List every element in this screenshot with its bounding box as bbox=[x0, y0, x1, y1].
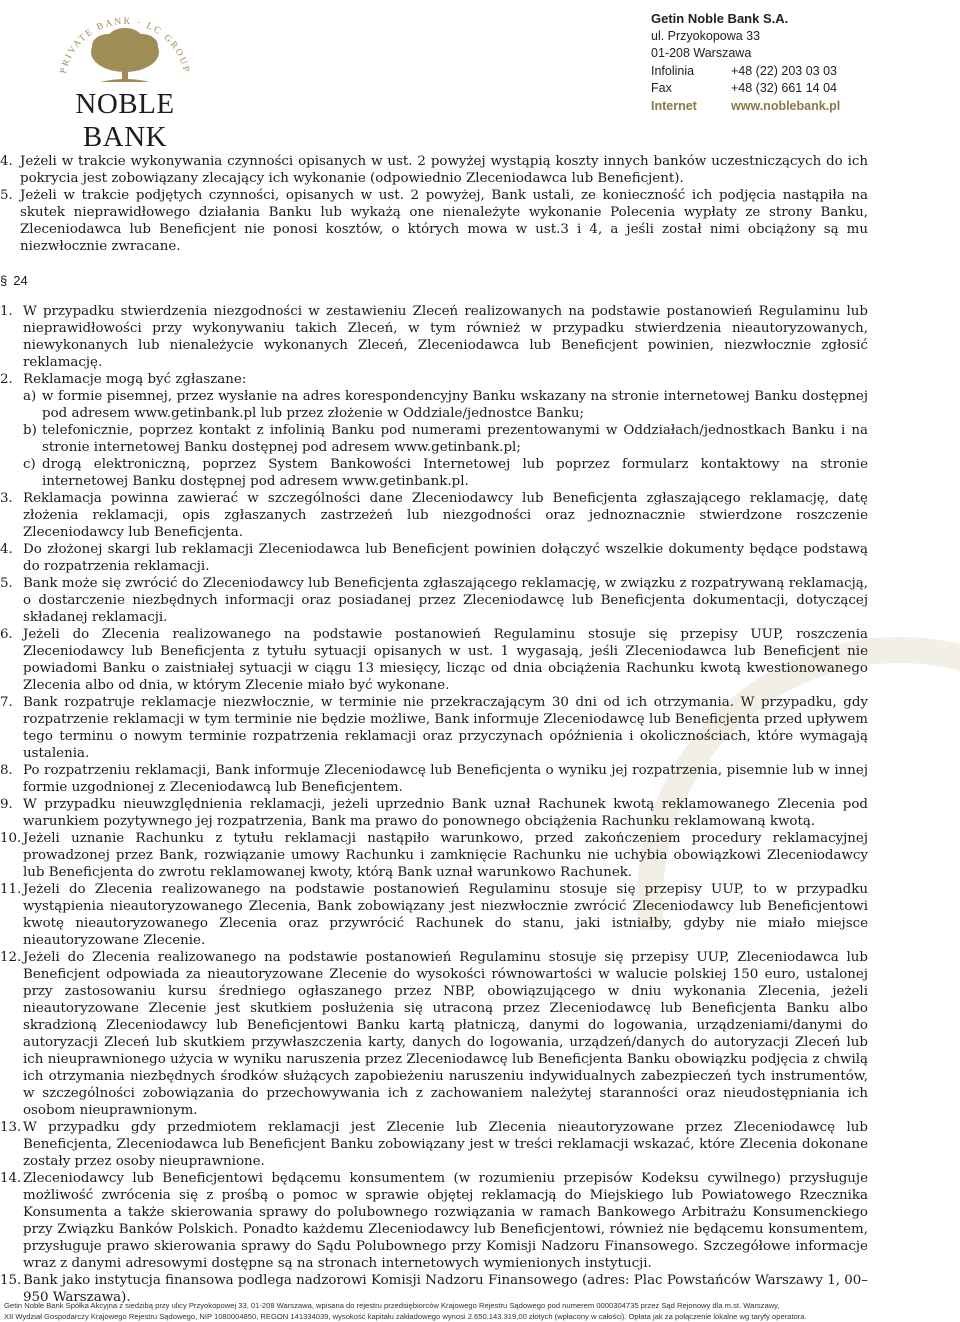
sub-item-letter: b) bbox=[23, 423, 37, 438]
item-number: 6. bbox=[0, 627, 13, 642]
item-text: Jeżeli do Zlecenia realizowanego na podstawie postanowień Regulaminu stosuje się przepisy UUP, to w przypadku wystąpienia nieautoryzowanego Zlecenia, Bank zobowiązany jest niezwłocznie zwrócić Zleceniodawcy lub Beneficjentowi kwotę nieautoryzowanego Zlecenia oraz przywrócić Rachunek do stanu, jaki istniałby, gdyby nie miało miejsce nieautoryzowane Zlecenie. bbox=[23, 882, 868, 948]
contact-row-phone bbox=[651, 63, 931, 81]
document-body bbox=[0, 153, 960, 1306]
item-number: 12. bbox=[0, 950, 22, 965]
footer-line-2: XII Wydział Gospodarczy Krajowego Rejestru Sądowego, NIP 1080004850, REGON 141334039, wysokość kapitału zakładowego wynosi 2.650.143.319,00 złotych (wpłacony w całości). Opłata jak za połączenie lokalne wg taryfy operatora. bbox=[4, 1312, 807, 1321]
sub-item-text: w formie pisemnej, przez wysłanie na adres korespondencyjny Banku wskazany na stronie internetowej Banku dostępnej pod adresem www.getinbank.pl lub przez złożenie w Oddziale/jednostce Banku; bbox=[42, 389, 868, 421]
item-number: 10. bbox=[0, 831, 22, 846]
city-address: 01-208 Warszawa bbox=[651, 46, 752, 60]
list-item bbox=[0, 153, 960, 187]
internet-label: Internet bbox=[651, 98, 697, 113]
list-item bbox=[0, 1119, 960, 1170]
item-text: Jeżeli uznanie Rachunku z tytułu reklamacji nastąpiło warunkowo, przed zakończeniem procedury reklamacyjnej prowadzonej przez Bank, rozwiązanie umowy Rachunku i zamknięcie Rachunku nie uchybia obowiązkowi Zleceniodawcy lub Beneficjenta do zwrotu reklamowanej kwoty, którą Bank uznał warunkowo Rachunek. bbox=[23, 831, 868, 880]
footer-line-1: Getin Noble Bank Spółka Akcyjna z siedzibą przy ulicy Przyokopowej 33, 01-208 Warszawa, wpisana do rejestru przedsiębiorców Krajowego Rejestru Sądowego pod numerem 0000304735 przez Sąd Rejonowy dla m.st. Warszawy, bbox=[4, 1301, 780, 1310]
sub-item bbox=[0, 422, 960, 456]
sub-item-text: telefonicznie, poprzez kontakt z infolinią Banku pod numerami prezentowanymi w Oddziałach/jednostkach Banku i na stronie internetowej Banku dostępnej pod adresem www.getinbank.pl; bbox=[42, 423, 868, 455]
item-text: Jeżeli do Zlecenia realizowanego na podstawie postanowień Regulaminu stosuje się przepisy UUP, roszczenia Zleceniodawcy lub Beneficjenta z tytułu sytuacji opisanych w ust. 1 wygasają, jeśli Zleceniodawca lub Beneficjent nie powiadomi Banku o zaistniałej sytuacji w ciągu 13 miesięcy, licząc od dnia obciążenia Rachunku kwotą kwestionowanego Zlecenia albo od dnia, w którym Zlecenie miało być wykonane. bbox=[23, 627, 868, 693]
item-number: 5. bbox=[0, 188, 13, 203]
item-text: Jeżeli do Zlecenia realizowanego na podstawie postanowień Regulaminu stosuje się przepisy UUP, Zleceniodawca lub Beneficjent odpowiada za nieautoryzowane Zlecenie do wysokości równowartości w walucie polskiej 150 euro, ustalonej przy zastosowaniu kursu średniego ogłaszanego przez NBP, obowiązującego w dniu wykonania Zlecenia, jeżeli nieautoryzowane Zlecenie jest skutkiem posłużenia się utraconą przez Zleceniodawcę lub Beneficjenta Banku albo skradzioną Zleceniodawcy lub Beneficjentowi Banku kartą płatniczą, danymi do logowania, urządzeniami/danymi do autoryzacji Zleceń lub skutkiem przywłaszczenia karty, danych do logowania, urządzeń/danych do autoryzacji Zleceń lub ich nieuprawnionego użycia w wyniku naruszenia przez Zleceniodawcę lub Beneficjenta Banku obowiązku podjęcia z chwilą ich otrzymania niezbędnych środków służących zapobieżeniu naruszeniu indywidualnych zabezpieczeń tych instrumentów, w szczególności zobowiązania do przechowywania ich z zachowaniem należytej staranności oraz nieudostępniania ich osobom nieuprawnionym. bbox=[23, 950, 868, 1118]
sub-item-text: drogą elektroniczną, poprzez System Bankowości Internetowej lub poprzez formularz kontaktowy na stronie internetowej Banku dostępnej pod adresem www.getinbank.pl. bbox=[42, 457, 868, 489]
fax-label: Fax bbox=[651, 81, 672, 95]
logo-wordmark: NOBLE BANK bbox=[75, 88, 175, 153]
noble-bank-logo bbox=[30, 6, 220, 153]
item-number: 2. bbox=[0, 372, 13, 387]
sub-item bbox=[0, 388, 960, 422]
contact-row-fax bbox=[651, 80, 931, 98]
item-number: 14. bbox=[0, 1171, 22, 1186]
items-top bbox=[0, 153, 960, 255]
sub-item bbox=[0, 456, 960, 490]
list-item bbox=[0, 541, 960, 575]
item-number: 4. bbox=[0, 154, 13, 169]
company-name: Getin Noble Bank S.A. bbox=[651, 11, 789, 26]
item-text: Po rozpatrzeniu reklamacji, Bank informuje Zleceniodawcę lub Beneficjenta o wyniku jej rozpatrzenia, pisemnie lub w innej formie uzgodnionej z Zleceniodawcą lub Beneficjentem. bbox=[23, 763, 868, 795]
list-item bbox=[0, 949, 960, 1119]
item-text: Reklamacja powinna zawierać w szczególności dane Zleceniodawcy lub Beneficjenta zgłaszającego reklamację, datę złożenia reklamacji, opis zgłaszanych zastrzeżeń lub niezgodności oraz jednoznacznie stwierdzone roszczenie Zleceniodawcy lub Beneficjenta. bbox=[23, 491, 868, 540]
list-item bbox=[0, 796, 960, 830]
item-number: 8. bbox=[0, 763, 13, 778]
item-text: W przypadku nieuwzględnienia reklamacji, jeżeli uprzednio Bank uznał Rachunek kwotą reklamowanego Zlecenia pod warunkiem pozytywnego jej rozpatrzenia, Bank ma prawo do ponownego obciążenia Rachunku reklamowaną kwotą. bbox=[23, 797, 868, 829]
phone-value: +48 (22) 203 03 03 bbox=[731, 63, 837, 78]
item-number: 9. bbox=[0, 797, 13, 812]
section-heading bbox=[0, 272, 960, 289]
website-link[interactable]: www.noblebank.pl bbox=[731, 98, 841, 113]
item-number: 3. bbox=[0, 491, 13, 506]
item-number: 4. bbox=[0, 542, 13, 557]
item-number: 11. bbox=[0, 882, 22, 897]
list-item bbox=[0, 575, 960, 626]
contact-row-internet bbox=[651, 98, 931, 116]
list-item bbox=[0, 490, 960, 541]
item-number: 13. bbox=[0, 1120, 22, 1135]
item-text: Reklamacje mogą być zgłaszane: bbox=[23, 372, 247, 387]
item-text: Bank jako instytucja finansowa podlega nadzorowi Komisji Nadzoru Finansowego (adres: Plac Powstańców Warszawy 1, 00–950 Warszawa). bbox=[23, 1273, 868, 1305]
sub-item-letter: c) bbox=[23, 457, 36, 472]
list-item bbox=[0, 762, 960, 796]
list-item bbox=[0, 881, 960, 949]
legal-footer bbox=[4, 1300, 956, 1322]
svg-text:PRIVATE BANK · LC GROUP: PRIVATE BANK · LC GROUP bbox=[58, 16, 192, 75]
tree-logo-icon bbox=[30, 6, 220, 90]
item-text: W przypadku gdy przedmiotem reklamacji jest Zlecenie lub Zlecenia nieautoryzowane przez Zleceniodawcę lub Beneficjenta, Zleceniodawca lub Beneficjent Banku zobowiązany jest w treści reklamacji wskazać, które Zlecenia dokonane zostały przez osoby nieuprawnione. bbox=[23, 1120, 868, 1169]
list-item bbox=[0, 626, 960, 694]
list-item bbox=[0, 1170, 960, 1272]
item-text: Do złożonej skargi lub reklamacji Zleceniodawca lub Beneficjent powinien dołączyć wszelkie dokumenty będące podstawą do rozpatrzenia reklamacji. bbox=[23, 542, 868, 574]
contact-block bbox=[651, 10, 931, 115]
item-number: 1. bbox=[0, 304, 13, 319]
item-number: 5. bbox=[0, 576, 13, 591]
item-text: Jeżeli w trakcie podjętych czynności, opisanych w ust. 2 powyżej, Bank ustali, ze konieczność ich podjęcia nastąpiła na skutek nieprawidłowego działania Banku lub wykażą one nienależyte wykonanie Polecenia wypłaty ze strony Banku, Zleceniodawca lub Beneficjent nie ponosi kosztów, o których mowa w ust.3 i 4, a jeśli został nimi obciążony są mu niezwłocznie zwracane. bbox=[20, 188, 868, 254]
phone-label: Infolinia bbox=[651, 63, 695, 78]
item-text: W przypadku stwierdzenia niezgodności w zestawieniu Zleceń realizowanych na podstawie postanowień Regulaminu lub nieprawidłowości przy wykonywaniu takich Zleceń, w tym również w przypadku stwierdzenia nieautoryzowanych, niewykonanych lub nienależycie wykonanych Zleceń, Zleceniodawca lub Beneficjent powinien, niezwłocznie zgłosić reklamację. bbox=[23, 304, 868, 370]
fax-value: +48 (32) 661 14 04 bbox=[731, 81, 837, 95]
street-address: ul. Przyokopowa 33 bbox=[651, 28, 761, 43]
item-text: Bank rozpatruje reklamacje niezwłocznie, w terminie nie przekraczającym 30 dni od ich otrzymania. W przypadku, gdy rozpatrzenie reklamacji w tym terminie nie będzie możliwe, Bank informuje Zleceniodawcę lub Beneficjenta przed upływem tego terminu o nowym terminie rozpatrzenia reklamacji oraz przyczynach opóźnienia i okolicznościach, które wymagają ustalenia. bbox=[23, 695, 868, 761]
item-text: Zleceniodawcy lub Beneficjentowi będącemu konsumentem (w rozumieniu przepisów Kodeksu cywilnego) przysługuje możliwość zwrócenia się z prośbą o pomoc w sprawie objętej reklamacją do Miejskiego lub Powiatowego Rzecznika Konsumenta a także skierowania sprawy do polubownego rozwiązania w ramach Bankowego Arbitrażu Konsumenckiego przy Związku Banków Polskich. Ponadto każdemu Zleceniodawcy lub Beneficjentowi, również nie będącemu konsumentem, przysługuje prawo skierowania sprawy do Sądu Polubownego przy Komisji Nadzoru Finansowego. Szczegółowe informacje wraz z danymi adresowymi dostępne są na stronach internetowych wymienionych instytucji. bbox=[23, 1171, 868, 1271]
sub-item-letter: a) bbox=[23, 389, 37, 404]
item-number: 7. bbox=[0, 695, 13, 710]
section-number: 24 bbox=[13, 273, 28, 288]
list-item bbox=[0, 830, 960, 881]
item-text: Jeżeli w trakcie wykonywania czynności opisanych w ust. 2 powyżej wystąpią koszty innych banków uczestniczących do ich pokrycia jest zobowiązany zlecający ich wykonanie (odpowiednio Zleceniodawca lub Beneficjent). bbox=[20, 154, 868, 186]
list-item bbox=[0, 303, 960, 371]
list-item bbox=[0, 371, 960, 388]
item-number: 15. bbox=[0, 1273, 22, 1288]
list-item bbox=[0, 187, 960, 255]
list-item bbox=[0, 694, 960, 762]
item-text: Bank może się zwrócić do Zleceniodawcy lub Beneficjenta zgłaszającego reklamację, w związku z rozpatrywaną reklamacją, o dostarczenie niezbędnych informacji oraz posiadanej przez Zleceniodawcę lub Beneficjenta dokumentacji, dotyczącej składanej reklamacji. bbox=[23, 576, 868, 625]
section-symbol: § bbox=[0, 273, 8, 288]
